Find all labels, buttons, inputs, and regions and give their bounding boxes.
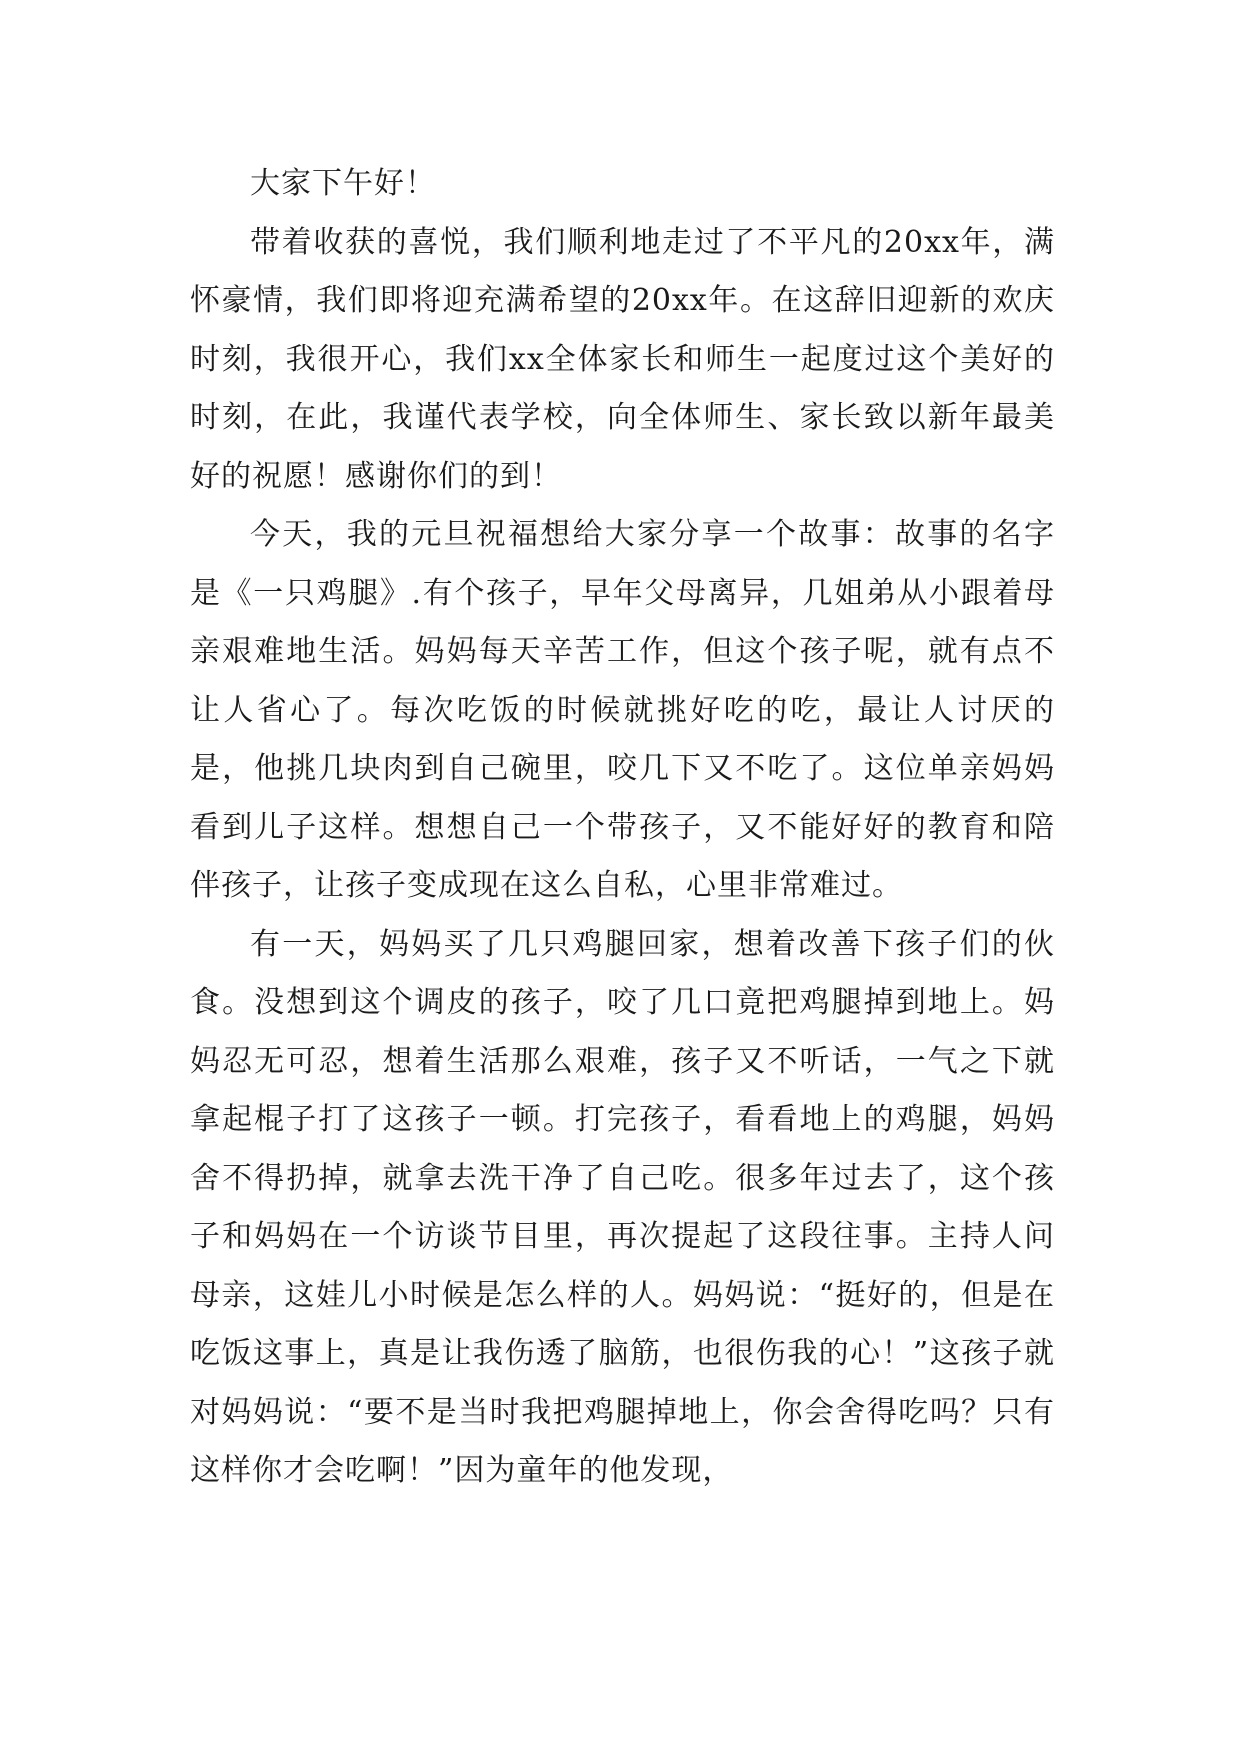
paragraph-story-chicken-leg: 有一天，妈妈买了几只鸡腿回家，想着改善下孩子们的伙食。没想到这个调皮的孩子，咬了几口竟把鸡腿掉到地上。妈妈忍无可忍，想着生活那么艰难，孩子又不听话，一气之下就拿起棍子打了这孩子一顿。打完孩子，看看地上的鸡腿，妈妈舍不得扔掉，就拿去洗干净了自己吃。很多年过去了，这个孩子和妈妈在一个访谈节目里，再次提起了这段往事。主持人问母亲，这娃儿小时候是怎么样的人。妈妈说：“挺好的，但是在吃饭这事上，真是让我伤透了脑筋，也很伤我的心！”这孩子就对妈妈说：“要不是当时我把鸡腿掉地上，你会舍得吃吗？只有这样你才会吃啊！”因为童年的他发现， (190, 926, 1055, 1488)
paragraph-new-year-wishes: 带着收获的喜悦，我们顺利地走过了不平凡的20xx年，满怀豪情，我们即将迎充满希望的20xx年。在这辞旧迎新的欢庆时刻，我很开心，我们xx全体家长和师生一起度过这个美好的时刻，在此，我谨代表学校，向全体师生、家长致以新年最美好的祝愿！感谢你们的到！ (190, 224, 1055, 494)
document-body (190, 155, 1055, 1501)
paragraph-greeting: 大家下午好！ (250, 166, 436, 201)
paragraph-story-intro: 今天，我的元旦祝福想给大家分享一个故事：故事的名字是《一只鸡腿》.有个孩子，早年父母离异，几姐弟从小跟着母亲艰难地生活。妈妈每天辛苦工作，但这个孩子呢，就有点不让人省心了。每次吃饭的时候就挑好吃的吃，最让人讨厌的是，他挑几块肉到自己碗里，咬几下又不吃了。这位单亲妈妈看到儿子这样。想想自己一个带孩子，又不能好好的教育和陪伴孩子，让孩子变成现在这么自私，心里非常难过。 (190, 517, 1055, 903)
